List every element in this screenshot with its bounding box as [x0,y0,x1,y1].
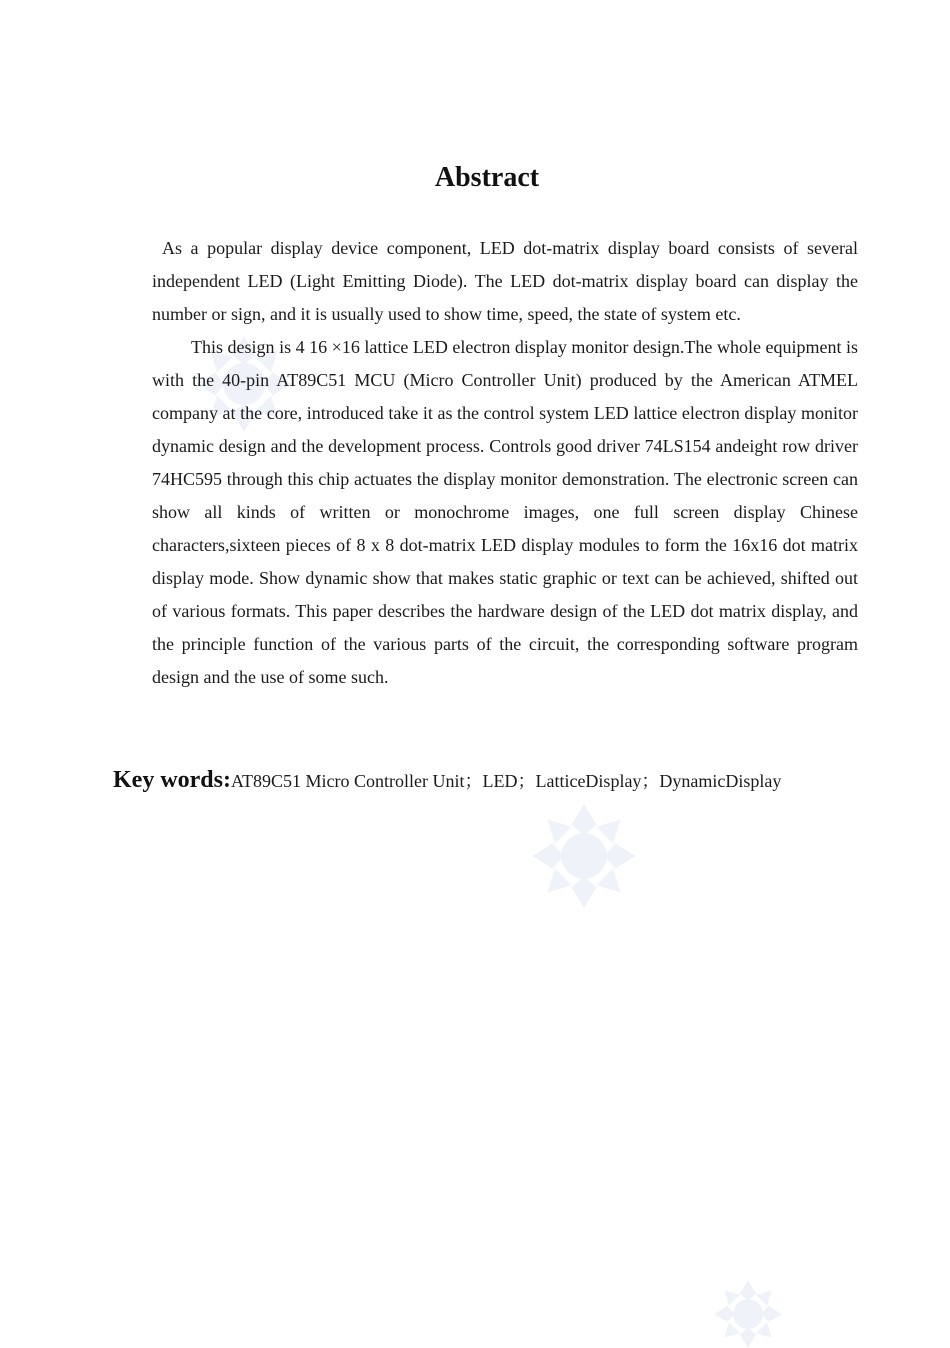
page-title: Abstract [434,162,540,193]
watermark-flower-icon [532,804,636,908]
keywords-line [113,764,893,799]
abstract-paragraph-2: This design is 4 16 ×16 lattice LED electron display monitor design.The whole equipment is with the 40-pin AT89C51 MCU (Micro Controller Unit) produced by the American ATMEL company at the core, introduced take it as the control system LED lattice electron display monitor dynamic design and the development process. Controls good driver 74LS154 andeight row driver 74HC595 through this chip actuates the display monitor demonstration. The electronic screen can show all kinds of written or monochrome images, one full screen display Chinese characters,sixteen pieces of 8 x 8 dot-matrix LED display modules to form the 16x16 dot matrix display mode. Show dynamic show that makes static graphic or text can be achieved, shifted out of various formats. This paper describes the hardware design of the LED dot matrix display, and the principle function of the various parts of the circuit, the corresponding software program design and the use of some such. [152,337,858,687]
keywords-separator: : [223,767,231,793]
abstract-paragraph-1: As a popular display device component, LED dot-matrix display board consists of several independent LED (Light Emitting Diode). The LED dot-matrix display board can display the number or sign, and it is usually used to show time, speed, the state of system etc. [152,238,858,324]
abstract-body [152,232,858,694]
keywords-value: AT89C51 Micro Controller Unit；LED；LatticeDisplay；DynamicDisplay [231,771,782,791]
keywords-label: Key words [113,767,223,793]
watermark-flower-icon [714,1280,782,1348]
